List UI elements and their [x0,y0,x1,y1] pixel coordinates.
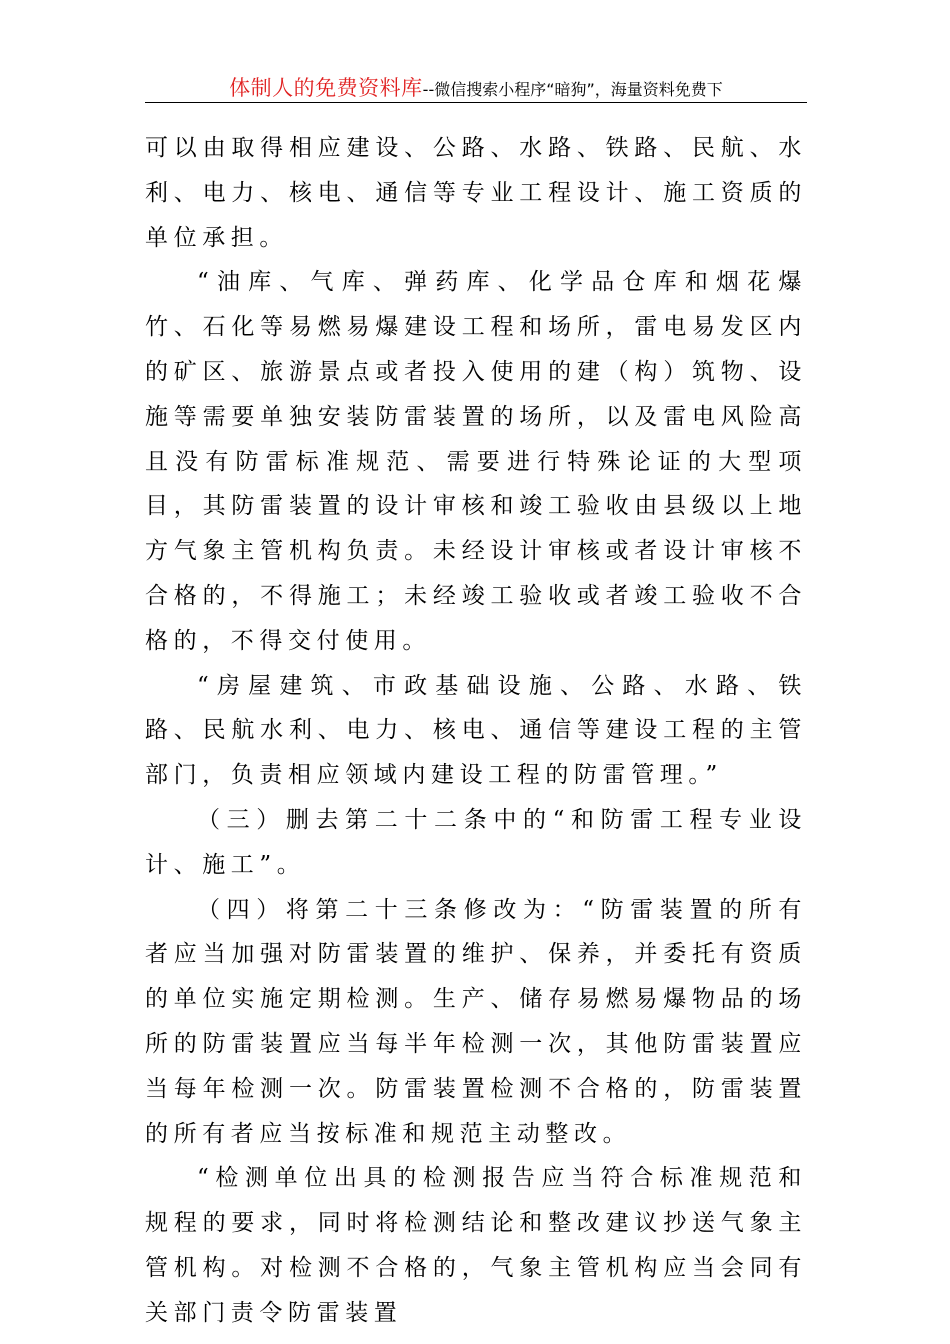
paragraph: 可以由取得相应建设、公路、水路、铁路、民航、水利、电力、核电、通信等专业工程设计、施工资质的单位承担。 [145,135,807,251]
paragraph: （四）将第二十三条修改为：“防雷装置的所有者应当加强对防雷装置的维护、保养，并委托有资质的单位实施定期检测。生产、储存易燃易爆物品的场所的防雷装置应当每半年检测一次，其他防雷装置应当每年检测一次。防雷装置检测不合格的，防雷装置的所有者应当按标准和规范主动整改。 [145,896,807,1147]
header-subtitle: --微信搜索小程序“暗狗”，海量资料免费下 [422,80,723,99]
paragraph: （三）删去第二十二条中的“和防雷工程专业设计、施工”。 [145,806,807,878]
page-header [145,72,807,103]
paragraph: “检测单位出具的检测报告应当符合标准规范和规程的要求，同时将检测结论和整改建议抄送气象主管机构。对检测不合格的，气象主管机构应当会同有关部门责令防雷装置 [145,1165,807,1326]
document-body [145,126,807,1336]
paragraph: “房屋建筑、市政基础设施、公路、水路、铁路、民航水利、电力、核电、通信等建设工程的主管部门，负责相应领域内建设工程的防雷管理。” [145,672,807,789]
paragraph: “油库、气库、弹药库、化学品仓库和烟花爆竹、石化等易燃易爆建设工程和场所，雷电易发区内的矿区、旅游景点或者投入使用的建（构）筑物、设施等需要单独安装防雷装置的场所，以及雷电风险高且没有防雷标准规范、需要进行特殊论证的大型项目，其防雷装置的设计审核和竣工验收由县级以上地方气象主管机构负责。未经设计审核或者设计审核不合格的，不得施工；未经竣工验收或者竣工验收不合格的，不得交付使用。 [145,269,807,654]
header-brand: 体制人的免费资料库 [229,76,423,100]
